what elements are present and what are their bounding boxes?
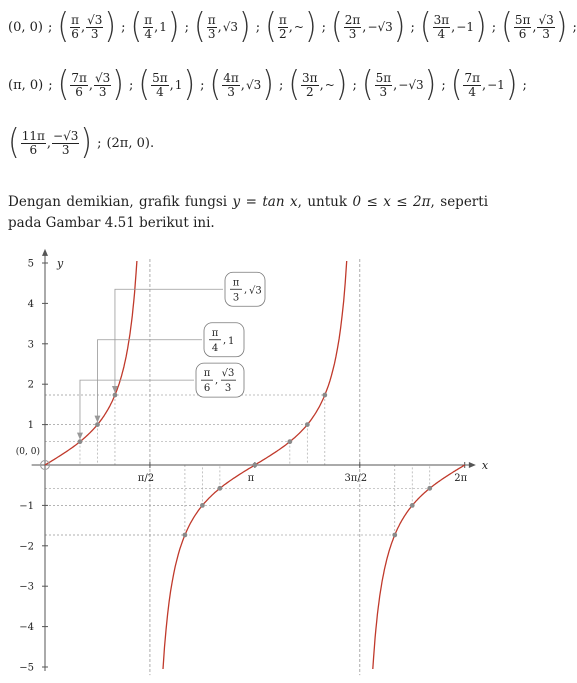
data-point (427, 486, 432, 491)
callout-x-numerator: π (211, 327, 219, 339)
point-coordinate: ( $\frac{3\pi}{4}$ , −1 ) (419, 6, 487, 47)
separator: ; (47, 19, 53, 35)
point-coordinate: ( $\frac{5\pi}{3}$ , −√3 ) (361, 64, 437, 105)
separator: ; (572, 19, 577, 35)
point-coordinate: ( $\frac{7\pi}{4}$ , −1 ) (450, 64, 518, 105)
point-coordinate: ( $\frac{7\pi}{6}$ , $\frac{√3}{3}$ ) (57, 64, 125, 105)
x-fraction: $\frac{5\pi}{6}$ (514, 12, 531, 41)
y-axis-label: y (57, 257, 64, 270)
x-tick-label: 2π (454, 473, 468, 484)
paragraph-text: Dengan demikian, grafik fungsi (8, 194, 233, 210)
callout-x-denominator: 6 (203, 383, 211, 395)
point-text: (π, 0) (8, 77, 44, 93)
point-text: (0, 0) (8, 19, 43, 35)
y-tick-label: 1 (27, 420, 34, 432)
separator: ; (352, 77, 357, 93)
x-fraction: $\frac{\pi}{2}$ (278, 12, 287, 41)
callout-y-value: √3 (249, 285, 262, 297)
x-fraction: $\frac{11\pi}{6}$ (21, 128, 45, 157)
comma: , (215, 375, 219, 387)
x-fraction: $\frac{7\pi}{6}$ (71, 70, 87, 99)
y-tick-label: 5 (27, 258, 34, 270)
paragraph-text: , untuk (297, 194, 353, 210)
separator: ; (278, 77, 284, 93)
callout-arrow (77, 433, 83, 440)
data-point (95, 422, 100, 427)
point-coordinate: ( $\frac{5\pi}{6}$ , $\frac{√3}{3}$ ) (501, 6, 568, 47)
separator: ; (410, 19, 415, 35)
data-point (392, 533, 397, 538)
point-coordinate: ( $\frac{11\pi}{6}$ , $\frac{-√3}{3}$ ) (8, 122, 93, 163)
separator: ; (255, 19, 261, 35)
separator: ; (97, 135, 102, 151)
point-coordinate: ( $\frac{\pi}{2}$ , ~ ) (265, 6, 317, 47)
point-coordinate: ( $\frac{4\pi}{3}$ , √3 ) (209, 64, 274, 105)
data-point (322, 393, 327, 398)
point-coordinate: ( $\frac{\pi}{3}$ , √3 ) (193, 6, 251, 47)
point-text: (2π, 0). (106, 135, 155, 151)
points-line-1 (8, 6, 577, 47)
domain-range: 0 ≤ x ≤ 2π (352, 194, 431, 210)
data-point (183, 533, 188, 538)
x-fraction: $\frac{\pi}{3}$ (207, 12, 216, 41)
x-fraction: $\frac{5\pi}{3}$ (375, 70, 392, 99)
x-fraction: $\frac{5\pi}{4}$ (152, 70, 168, 99)
y-tick-label: −1 (19, 500, 34, 512)
separator: ; (200, 77, 205, 93)
comma: , (223, 334, 227, 346)
paragraph-text: , seperti pada Gambar 4.51 berikut ini. (8, 194, 489, 231)
point-coordinate: ( $\frac{3\pi}{2}$ , ~ ) (288, 64, 348, 105)
separator: ; (522, 77, 527, 93)
separator: ; (321, 19, 327, 35)
y-tick-label: −3 (19, 581, 34, 593)
comma: , (244, 284, 248, 296)
x-fraction: $\frac{2\pi}{3}$ (344, 12, 361, 41)
x-axis-arrow (469, 462, 476, 468)
tangent-curve-branch (373, 465, 468, 669)
y-tick-label: −2 (19, 541, 34, 553)
x-tick-label: 3π/2 (344, 473, 368, 484)
x-fraction: $\frac{3\pi}{2}$ (302, 70, 318, 99)
data-point (305, 422, 310, 427)
callout-x-numerator: π (203, 368, 211, 380)
data-point (78, 439, 83, 444)
x-fraction: $\frac{7\pi}{4}$ (464, 70, 480, 99)
separator: ; (184, 19, 189, 35)
data-point (410, 503, 415, 508)
point-coordinate: ( $\frac{\pi}{6}$ , $\frac{√3}{3}$ ) (57, 6, 117, 47)
x-fraction: $\frac{4\pi}{3}$ (223, 70, 239, 99)
y-tick-label: −4 (19, 622, 34, 634)
separator: ; (129, 77, 134, 93)
data-point (252, 463, 257, 468)
y-tick-label: 4 (27, 298, 34, 310)
callout-x-denominator: 3 (232, 292, 240, 304)
tangent-graph (0, 253, 496, 683)
data-point (113, 393, 118, 398)
separator: ; (491, 19, 497, 35)
y-fraction: $\frac{√3}{3}$ (95, 70, 111, 99)
description-paragraph (8, 192, 488, 234)
y-tick-label: −5 (19, 662, 34, 674)
data-point (200, 503, 205, 508)
separator: ; (121, 19, 126, 35)
points-line-3 (8, 122, 490, 163)
y-fraction: $\frac{√3}{3}$ (538, 12, 554, 41)
point-coordinate: ( $\frac{\pi}{4}$ , 1 ) (130, 6, 180, 47)
data-point (287, 439, 292, 444)
separator: ; (441, 77, 446, 93)
x-fraction: $\frac{\pi}{4}$ (144, 12, 153, 41)
y-tick-label: 2 (27, 379, 34, 391)
y-tick-label: 3 (27, 339, 34, 351)
x-tick-label: π (247, 473, 255, 484)
point-coordinate: ( $\frac{2\pi}{3}$ , −√3 ) (331, 6, 406, 47)
function-formula: y = tan x (232, 194, 298, 210)
callout-x-numerator: π (232, 277, 240, 289)
tangent-curve-branch (45, 261, 137, 465)
point-coordinate: ( $\frac{5\pi}{4}$ , 1 ) (138, 64, 196, 105)
y-fraction: $\frac{-√3}{3}$ (53, 128, 79, 157)
callout-y-value: 1 (228, 335, 235, 347)
x-fraction: $\frac{\pi}{6}$ (71, 12, 79, 41)
callout-x-denominator: 4 (211, 342, 219, 354)
callout-y-numerator: √3 (221, 368, 235, 380)
separator: ; (48, 77, 53, 93)
y-fraction: $\frac{√3}{3}$ (87, 12, 103, 41)
x-axis-label: x (481, 459, 489, 472)
callout-y-denominator: 3 (224, 383, 232, 395)
points-line-2 (8, 64, 527, 105)
x-tick-label: π/2 (137, 473, 155, 484)
y-axis-arrow (42, 249, 48, 256)
origin-label: (0, 0) (15, 447, 40, 457)
data-point (217, 486, 222, 491)
x-fraction: $\frac{3\pi}{4}$ (433, 12, 450, 41)
